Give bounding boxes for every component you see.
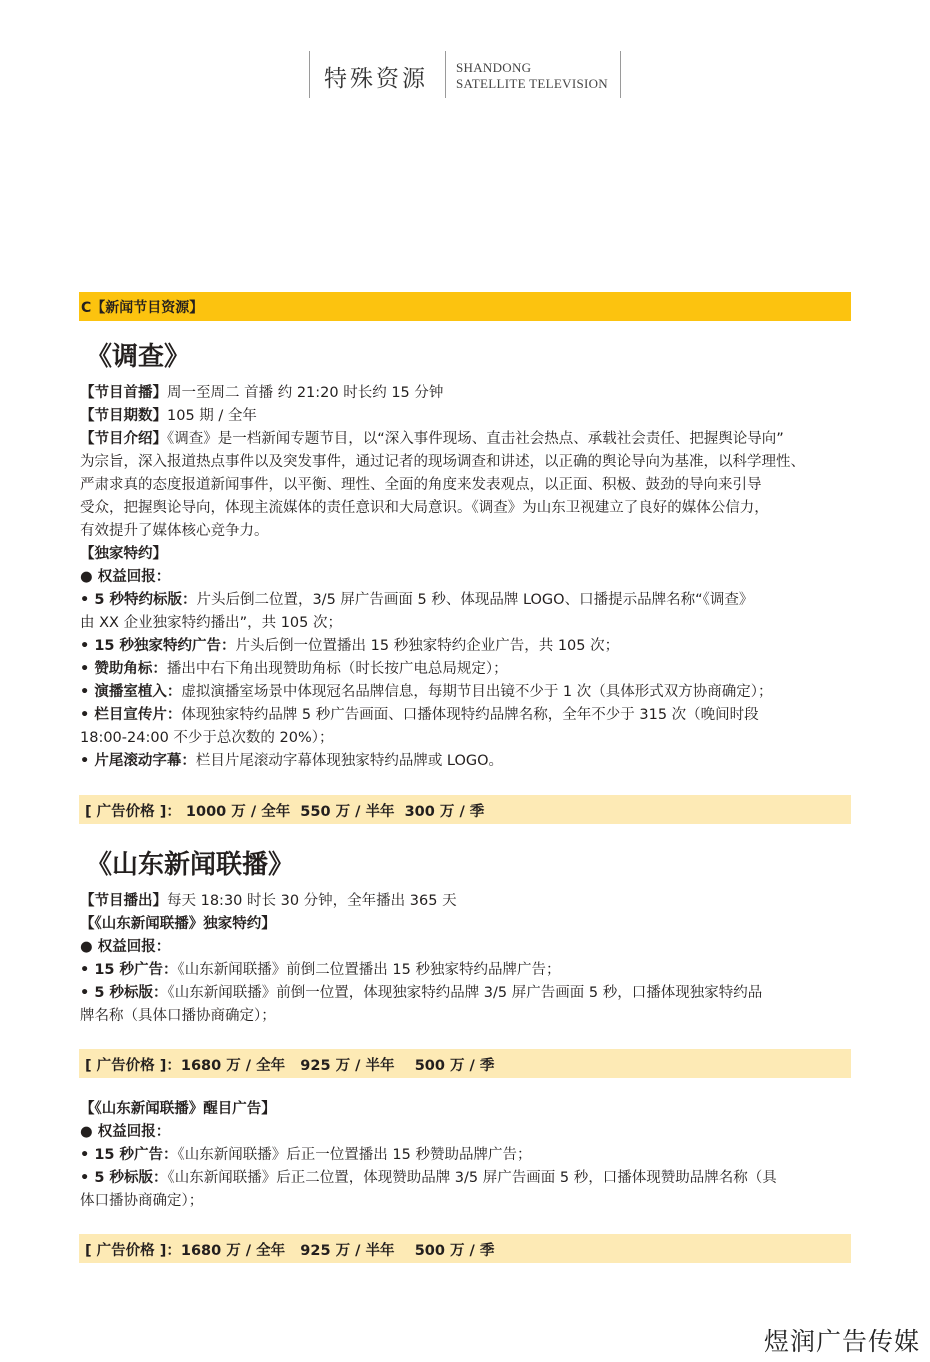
header-title-cn: 特殊资源 [324,66,428,92]
detail-line: 【独家特约】 [80,546,167,562]
detail-line: • 5 秒特约标版：片头后倒二位置，3/5 屏广告画面 5 秒、体现品牌 LOGO、口播提示品牌名称“《调查》 [80,592,754,608]
price-bar-diaocha [79,795,851,824]
program-shandong-news-details [80,890,855,1028]
detail-line: 【《山东新闻联播》独家特约】 [80,916,276,932]
page-header [309,51,621,98]
detail-line: • 片尾滚动字幕：栏目片尾滚动字幕体现独家特约品牌或 LOGO。 [80,753,504,769]
price-bar-shandong-news [79,1049,851,1078]
detail-line: 严肃求真的态度报道新闻事件，以平衡、理性、全面的角度来发表观点，以正面、积极、鼓劲的导向来引导 [80,477,762,493]
detail-line: • 5 秒标版：《山东新闻联播》前倒一位置，体现独家特约品牌 3/5 屏广告画面 5 秒，口播体现独家特约品 [80,985,763,1001]
detail-line: 受众，把握舆论导向，体现主流媒体的责任意识和大局意识。《调查》为山东卫视建立了良好的媒体公信力， [80,500,769,516]
header-en-line-1: SHANDONG [456,60,532,75]
detail-line: • 15 秒广告：《山东新闻联播》前倒二位置播出 15 秒独家特约品牌广告； [80,962,561,978]
footer-watermark: 煜润广告传媒 [763,1327,920,1356]
price-text: [ 广告价格 ]： 1000 万 / 全年 550 万 / 半年 300 万 / 季 [85,804,485,820]
detail-line: ● 权益回报： [80,569,171,585]
detail-line: 【节目播出】每天 18:30 时长 30 分钟，全年播出 365 天 [80,893,457,909]
price-text: [ 广告价格 ]：1680 万 / 全年 925 万 / 半年 500 万 / 季 [85,1243,495,1259]
program-shandong-news-prominent [80,1098,855,1213]
section-label: C【新闻节目资源】 [81,300,204,316]
detail-line: ● 权益回报： [80,939,171,955]
price-bar-shandong-news-prominent [79,1234,851,1263]
detail-line: 有效提升了媒体核心竞争力。 [80,523,269,539]
detail-line: • 演播室植入：虚拟演播室场景中体现冠名品牌信息，每期节目出镜不少于 1 次（具体形式双方协商确定）； [80,684,773,700]
detail-line: • 15 秒广告：《山东新闻联播》后正一位置播出 15 秒赞助品牌广告； [80,1147,532,1163]
detail-line: • 5 秒标版：《山东新闻联播》后正二位置，体现赞助品牌 3/5 屏广告画面 5 秒，口播体现赞助品牌名称（具 [80,1170,777,1186]
detail-line: • 赞助角标：播出中右下角出现赞助角标（时长按广电总局规定）； [80,661,508,677]
detail-line: 【节目期数】105 期 / 全年 [80,408,257,424]
program-title-diaocha: 《调查》 [86,342,191,372]
detail-line: ● 权益回报： [80,1124,171,1140]
detail-line: 【《山东新闻联播》醒目广告】 [80,1101,276,1117]
detail-line: 由 XX 企业独家特约播出”，共 105 次； [80,615,342,631]
detail-line: 为宗旨，深入报道热点事件以及突发事件，通过记者的现场调查和讲述，以正确的舆论导向为基准，以科学理性、 [80,454,805,470]
detail-line: 【节目首播】周一至周二 首播 约 21:20 时长约 15 分钟 [80,385,444,401]
header-divider [445,51,446,98]
detail-line: • 15 秒独家特约广告：片头后倒一位置播出 15 秒独家特约企业广告，共 105 次； [80,638,620,654]
detail-line: 牌名称（具体口播协商确定）； [80,1008,276,1024]
detail-line: 【节目介绍】《调查》是一档新闻专题节目，以“深入事件现场、直击社会热点、承载社会责任、把握舆论导向” [80,431,784,447]
header-en-line-2: SATELLITE TELEVISION [456,76,608,91]
program-diaocha-details [80,382,855,773]
detail-line: • 栏目宣传片：体现独家特约品牌 5 秒广告画面、口播体现特约品牌名称，全年不少于 315 次（晚间时段 [80,707,759,723]
header-title-en [456,60,608,92]
section-bar [79,292,851,321]
detail-line: 体口播协商确定）； [80,1193,204,1209]
detail-line: 18:00-24:00 不少于总次数的 20%）； [80,730,334,746]
price-text: [ 广告价格 ]：1680 万 / 全年 925 万 / 半年 500 万 / 季 [85,1058,495,1074]
program-title-shandong-news: 《山东新闻联播》 [86,850,295,880]
